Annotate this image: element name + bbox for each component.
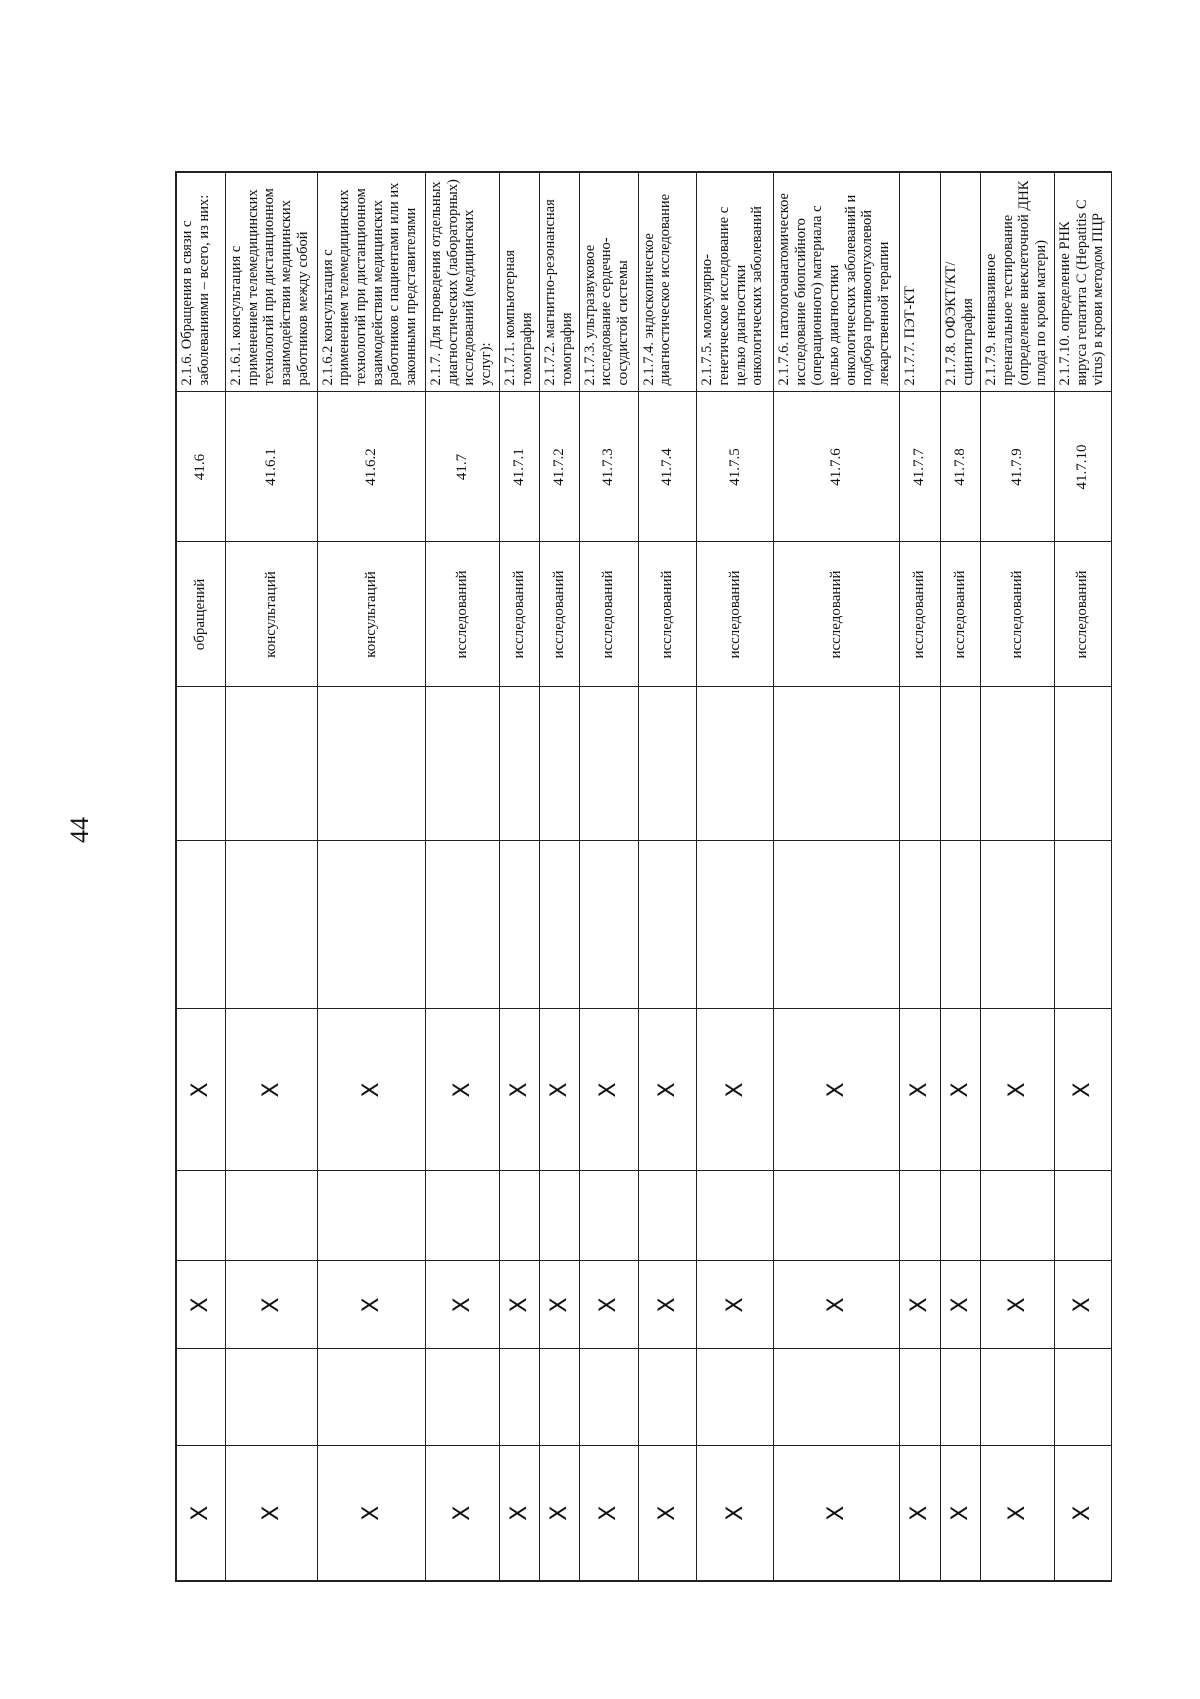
table-cell: X: [426, 1261, 500, 1349]
table-cell: [226, 687, 317, 841]
table-cell: [426, 1349, 500, 1446]
table-cell: [539, 687, 579, 841]
table-cell: X: [1055, 1009, 1112, 1171]
table-cell: X: [980, 1446, 1054, 1581]
name-cell: 2.1.6.2 консультация с применением телемедицинских технологий при дистанционном взаимодействии медицинских работников с пациентами или их законными представителями: [317, 172, 426, 392]
table-cell: [899, 1349, 940, 1446]
table-cell: [774, 1171, 900, 1261]
table-row: [539, 172, 579, 1581]
table-cell: X: [774, 1261, 900, 1349]
table-cell: [941, 841, 981, 1009]
name-cell: 2.1.7.3. ультразвуковое исследование сердечно-сосудистой системы: [579, 172, 638, 392]
table-cell: [579, 687, 638, 841]
name-cell: 2.1.7.10. определение РНК вируса гепатита С (Hepatitis C virus) в крови методом ПЦР: [1055, 172, 1112, 392]
code-cell: 41.7.9: [980, 392, 1054, 542]
table-cell: [317, 1171, 426, 1261]
unit-cell: исследований: [941, 542, 981, 687]
name-cell: 2.1.7.4. эндоскопическое диагностическое исследование: [638, 172, 697, 392]
table-cell: X: [226, 1261, 317, 1349]
table-row: [1055, 172, 1112, 1581]
table-cell: [226, 1171, 317, 1261]
table-cell: [697, 841, 774, 1009]
table-cell: [317, 841, 426, 1009]
table-cell: [176, 841, 226, 1009]
unit-cell: исследований: [500, 542, 540, 687]
name-cell: 2.1.7.7. ПЭТ-КТ: [899, 172, 940, 392]
code-cell: 41.7.8: [941, 392, 981, 542]
name-cell: 2.1.7.8. ОФЭКТ/КТ/сцинтиграфия: [941, 172, 981, 392]
code-cell: 41.7.10: [1055, 392, 1112, 542]
unit-cell: исследований: [426, 542, 500, 687]
table-cell: [980, 687, 1054, 841]
table-cell: [426, 687, 500, 841]
name-cell: 2.1.7.9. неинвазивное пренатальное тестирование (определение внеклеточной ДНК плода по крови матери): [980, 172, 1054, 392]
table-row: [774, 172, 900, 1581]
table-cell: X: [774, 1009, 900, 1171]
table-row: [226, 172, 317, 1581]
table-cell: [774, 687, 900, 841]
code-cell: 41.7.6: [774, 392, 900, 542]
table-cell: X: [539, 1009, 579, 1171]
table-row: [426, 172, 500, 1581]
unit-cell: исследований: [579, 542, 638, 687]
table-cell: [426, 1171, 500, 1261]
name-cell: 2.1.7.6. патологоанатомическое исследование биопсийного (операционного) материала с целью диагностики онкологических заболеваний и подбора противоопухолевой лекарственной терапии: [774, 172, 900, 392]
table-cell: [500, 1171, 540, 1261]
table-row: [579, 172, 638, 1581]
table-cell: [579, 1171, 638, 1261]
table-cell: [539, 1349, 579, 1446]
table-cell: [697, 687, 774, 841]
unit-cell: исследований: [1055, 542, 1112, 687]
unit-cell: консультаций: [226, 542, 317, 687]
name-cell: 2.1.6. Обращения в связи с заболеваниями – всего, из них:: [176, 172, 226, 392]
table-wrapper: [175, 173, 1112, 1582]
table-row: [317, 172, 426, 1581]
table-cell: X: [638, 1446, 697, 1581]
table-cell: [500, 1349, 540, 1446]
table-cell: [579, 841, 638, 1009]
unit-cell: исследований: [638, 542, 697, 687]
table-cell: [176, 1349, 226, 1446]
table-cell: X: [1055, 1446, 1112, 1581]
name-cell: 2.1.7.2. магнитно-резонансная томография: [539, 172, 579, 392]
table-cell: [899, 687, 940, 841]
table-row: [899, 172, 940, 1581]
code-cell: 41.7.7: [899, 392, 940, 542]
table-cell: [638, 1171, 697, 1261]
unit-cell: исследований: [980, 542, 1054, 687]
name-cell: 2.1.7.1. компьютерная томография: [500, 172, 540, 392]
table-cell: [638, 687, 697, 841]
table-cell: [899, 1171, 940, 1261]
table-cell: [176, 687, 226, 841]
table-row: [638, 172, 697, 1581]
unit-cell: исследований: [697, 542, 774, 687]
table-cell: [899, 841, 940, 1009]
code-cell: 41.7: [426, 392, 500, 542]
table-cell: X: [579, 1446, 638, 1581]
unit-cell: консультаций: [317, 542, 426, 687]
table-cell: X: [579, 1009, 638, 1171]
code-cell: 41.7.5: [697, 392, 774, 542]
table-cell: X: [697, 1261, 774, 1349]
table-cell: X: [426, 1009, 500, 1171]
table-cell: [774, 841, 900, 1009]
table-cell: X: [980, 1261, 1054, 1349]
table-cell: [317, 1349, 426, 1446]
table-cell: [539, 1171, 579, 1261]
table-cell: [638, 1349, 697, 1446]
table-cell: X: [317, 1261, 426, 1349]
table-cell: [1055, 1171, 1112, 1261]
table-cell: [1055, 687, 1112, 841]
table-cell: X: [638, 1009, 697, 1171]
table-cell: X: [579, 1261, 638, 1349]
table-cell: X: [980, 1009, 1054, 1171]
unit-cell: обращений: [176, 542, 226, 687]
table-row: [176, 172, 226, 1581]
table-cell: [774, 1349, 900, 1446]
code-cell: 41.7.2: [539, 392, 579, 542]
table-cell: [980, 1349, 1054, 1446]
table-row: [697, 172, 774, 1581]
table-cell: [980, 1171, 1054, 1261]
services-table: [175, 171, 1112, 1582]
code-cell: 41.6.2: [317, 392, 426, 542]
table-cell: [941, 1349, 981, 1446]
name-cell: 2.1.7.5. молекулярно-генетическое исследование с целью диагностики онкологических заболеваний: [697, 172, 774, 392]
table-row: [980, 172, 1054, 1581]
table-cell: X: [226, 1009, 317, 1171]
table-cell: X: [941, 1446, 981, 1581]
table-cell: X: [317, 1446, 426, 1581]
table-cell: [317, 687, 426, 841]
code-cell: 41.6: [176, 392, 226, 542]
table-cell: X: [176, 1261, 226, 1349]
table-cell: X: [899, 1261, 940, 1349]
table-cell: [941, 1171, 981, 1261]
table-cell: [539, 841, 579, 1009]
code-cell: 41.7.1: [500, 392, 540, 542]
table-cell: X: [500, 1261, 540, 1349]
table-cell: X: [774, 1446, 900, 1581]
table-cell: X: [899, 1446, 940, 1581]
table-cell: [226, 1349, 317, 1446]
table-cell: [697, 1171, 774, 1261]
table-cell: [426, 841, 500, 1009]
table-cell: X: [226, 1446, 317, 1581]
table-cell: [500, 841, 540, 1009]
table-row: [941, 172, 981, 1581]
table-cell: X: [539, 1261, 579, 1349]
table-cell: X: [500, 1009, 540, 1171]
code-cell: 41.7.4: [638, 392, 697, 542]
table-cell: X: [899, 1009, 940, 1171]
table-cell: [1055, 841, 1112, 1009]
code-cell: 41.7.3: [579, 392, 638, 542]
table-cell: X: [941, 1261, 981, 1349]
table-cell: X: [697, 1446, 774, 1581]
table-cell: X: [638, 1261, 697, 1349]
table-cell: X: [176, 1446, 226, 1581]
table-cell: X: [176, 1009, 226, 1171]
table-cell: X: [426, 1446, 500, 1581]
table-cell: [941, 687, 981, 841]
table-cell: [226, 841, 317, 1009]
table-cell: [697, 1349, 774, 1446]
table-row: [500, 172, 540, 1581]
table-cell: [980, 841, 1054, 1009]
table-cell: [176, 1171, 226, 1261]
unit-cell: исследований: [539, 542, 579, 687]
unit-cell: исследований: [774, 542, 900, 687]
unit-cell: исследований: [899, 542, 940, 687]
table-cell: [638, 841, 697, 1009]
name-cell: 2.1.7. Для проведения отдельных диагностических (лабораторных) исследований (медицинских услуг):: [426, 172, 500, 392]
table-cell: X: [500, 1446, 540, 1581]
table-cell: X: [941, 1009, 981, 1171]
table-cell: X: [539, 1446, 579, 1581]
table-cell: [1055, 1349, 1112, 1446]
table-cell: X: [697, 1009, 774, 1171]
name-cell: 2.1.6.1. консультация с применением телемедицинских технологий при дистанционном взаимодействии медицинских работников между собой: [226, 172, 317, 392]
table-cell: [579, 1349, 638, 1446]
page-number: 44: [65, 817, 94, 843]
table-cell: X: [317, 1009, 426, 1171]
table-cell: [500, 687, 540, 841]
table-cell: X: [1055, 1261, 1112, 1349]
code-cell: 41.6.1: [226, 392, 317, 542]
